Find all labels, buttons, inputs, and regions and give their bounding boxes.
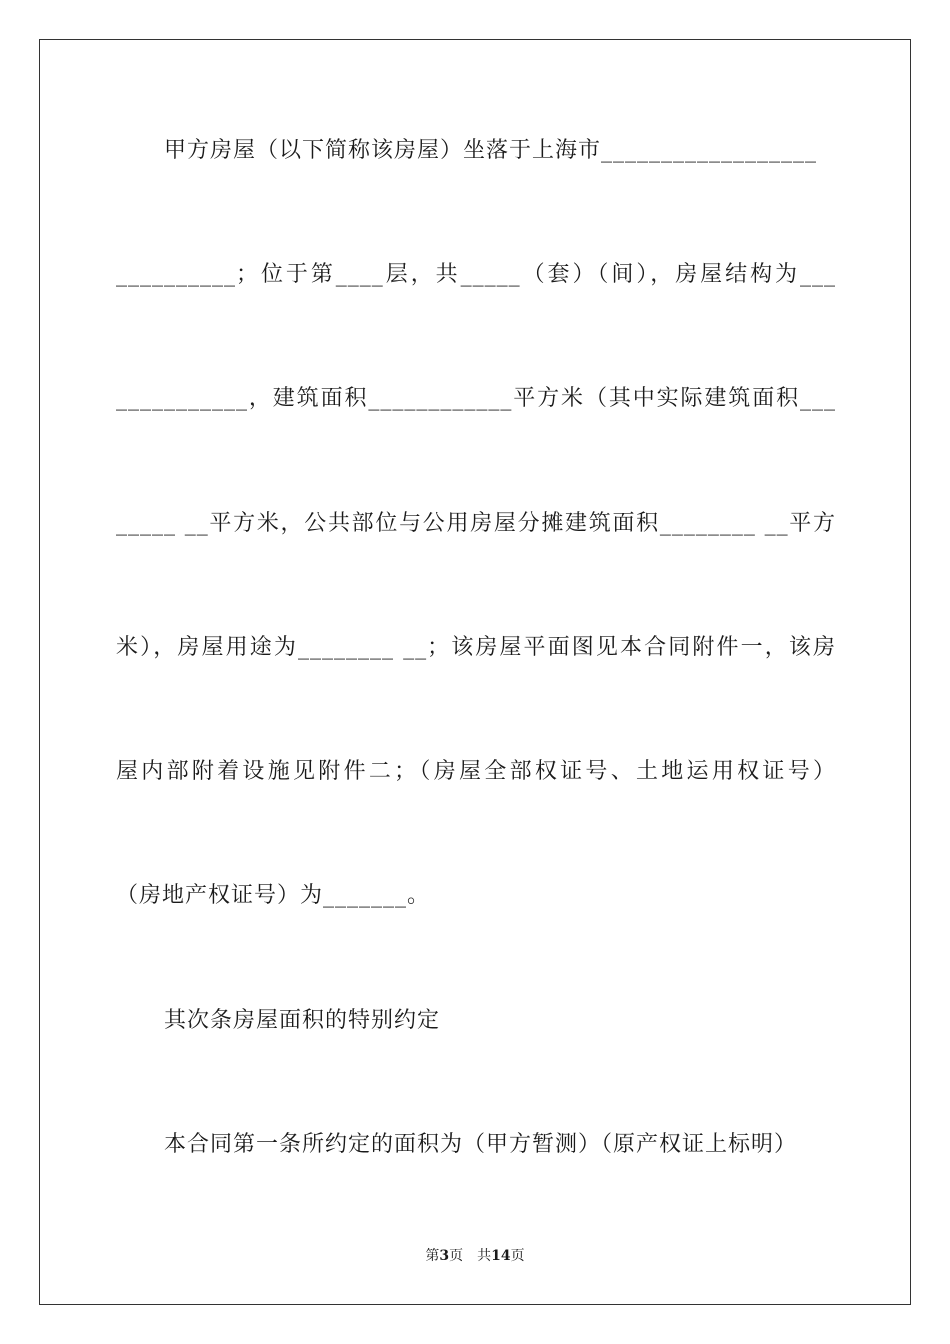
- paragraph-line-4: _____ __平方米，公共部位与公用房屋分摊建筑面积________ __平方: [116, 511, 836, 536]
- footer-page-prefix: 第: [425, 1248, 440, 1264]
- footer-total-suffix: 页: [510, 1248, 525, 1264]
- paragraph-line-6: 屋内部附着设施见附件二；（房屋全部权证号、土地运用权证号）: [116, 759, 836, 784]
- paragraph-line-1: 甲方房屋（以下简称该房屋）坐落于上海市__________________: [164, 138, 818, 163]
- paragraph-line-2: __________；位于第____层，共_____（套）（间），房屋结构为___: [116, 262, 836, 287]
- paragraph-line-8: 本合同第一条所约定的面积为（甲方暂测）（原产权证上标明）: [164, 1132, 798, 1157]
- footer-page-number: 3: [439, 1248, 450, 1264]
- page-footer: [0, 1246, 950, 1266]
- paragraph-line-5: 米），房屋用途为________ __；该房屋平面图见本合同附件一，该房: [116, 635, 836, 660]
- paragraph-line-7: （房地产权证号）为_______。: [116, 883, 431, 908]
- footer-page-suffix: 页: [449, 1248, 464, 1264]
- footer-total-prefix: 共: [477, 1248, 492, 1264]
- section-heading: 其次条房屋面积的特别约定: [164, 1008, 441, 1033]
- footer-total-pages: 14: [491, 1248, 511, 1264]
- page-frame: [39, 39, 911, 1305]
- paragraph-line-3: ___________，建筑面积____________平方米（其中实际建筑面积___: [116, 386, 836, 411]
